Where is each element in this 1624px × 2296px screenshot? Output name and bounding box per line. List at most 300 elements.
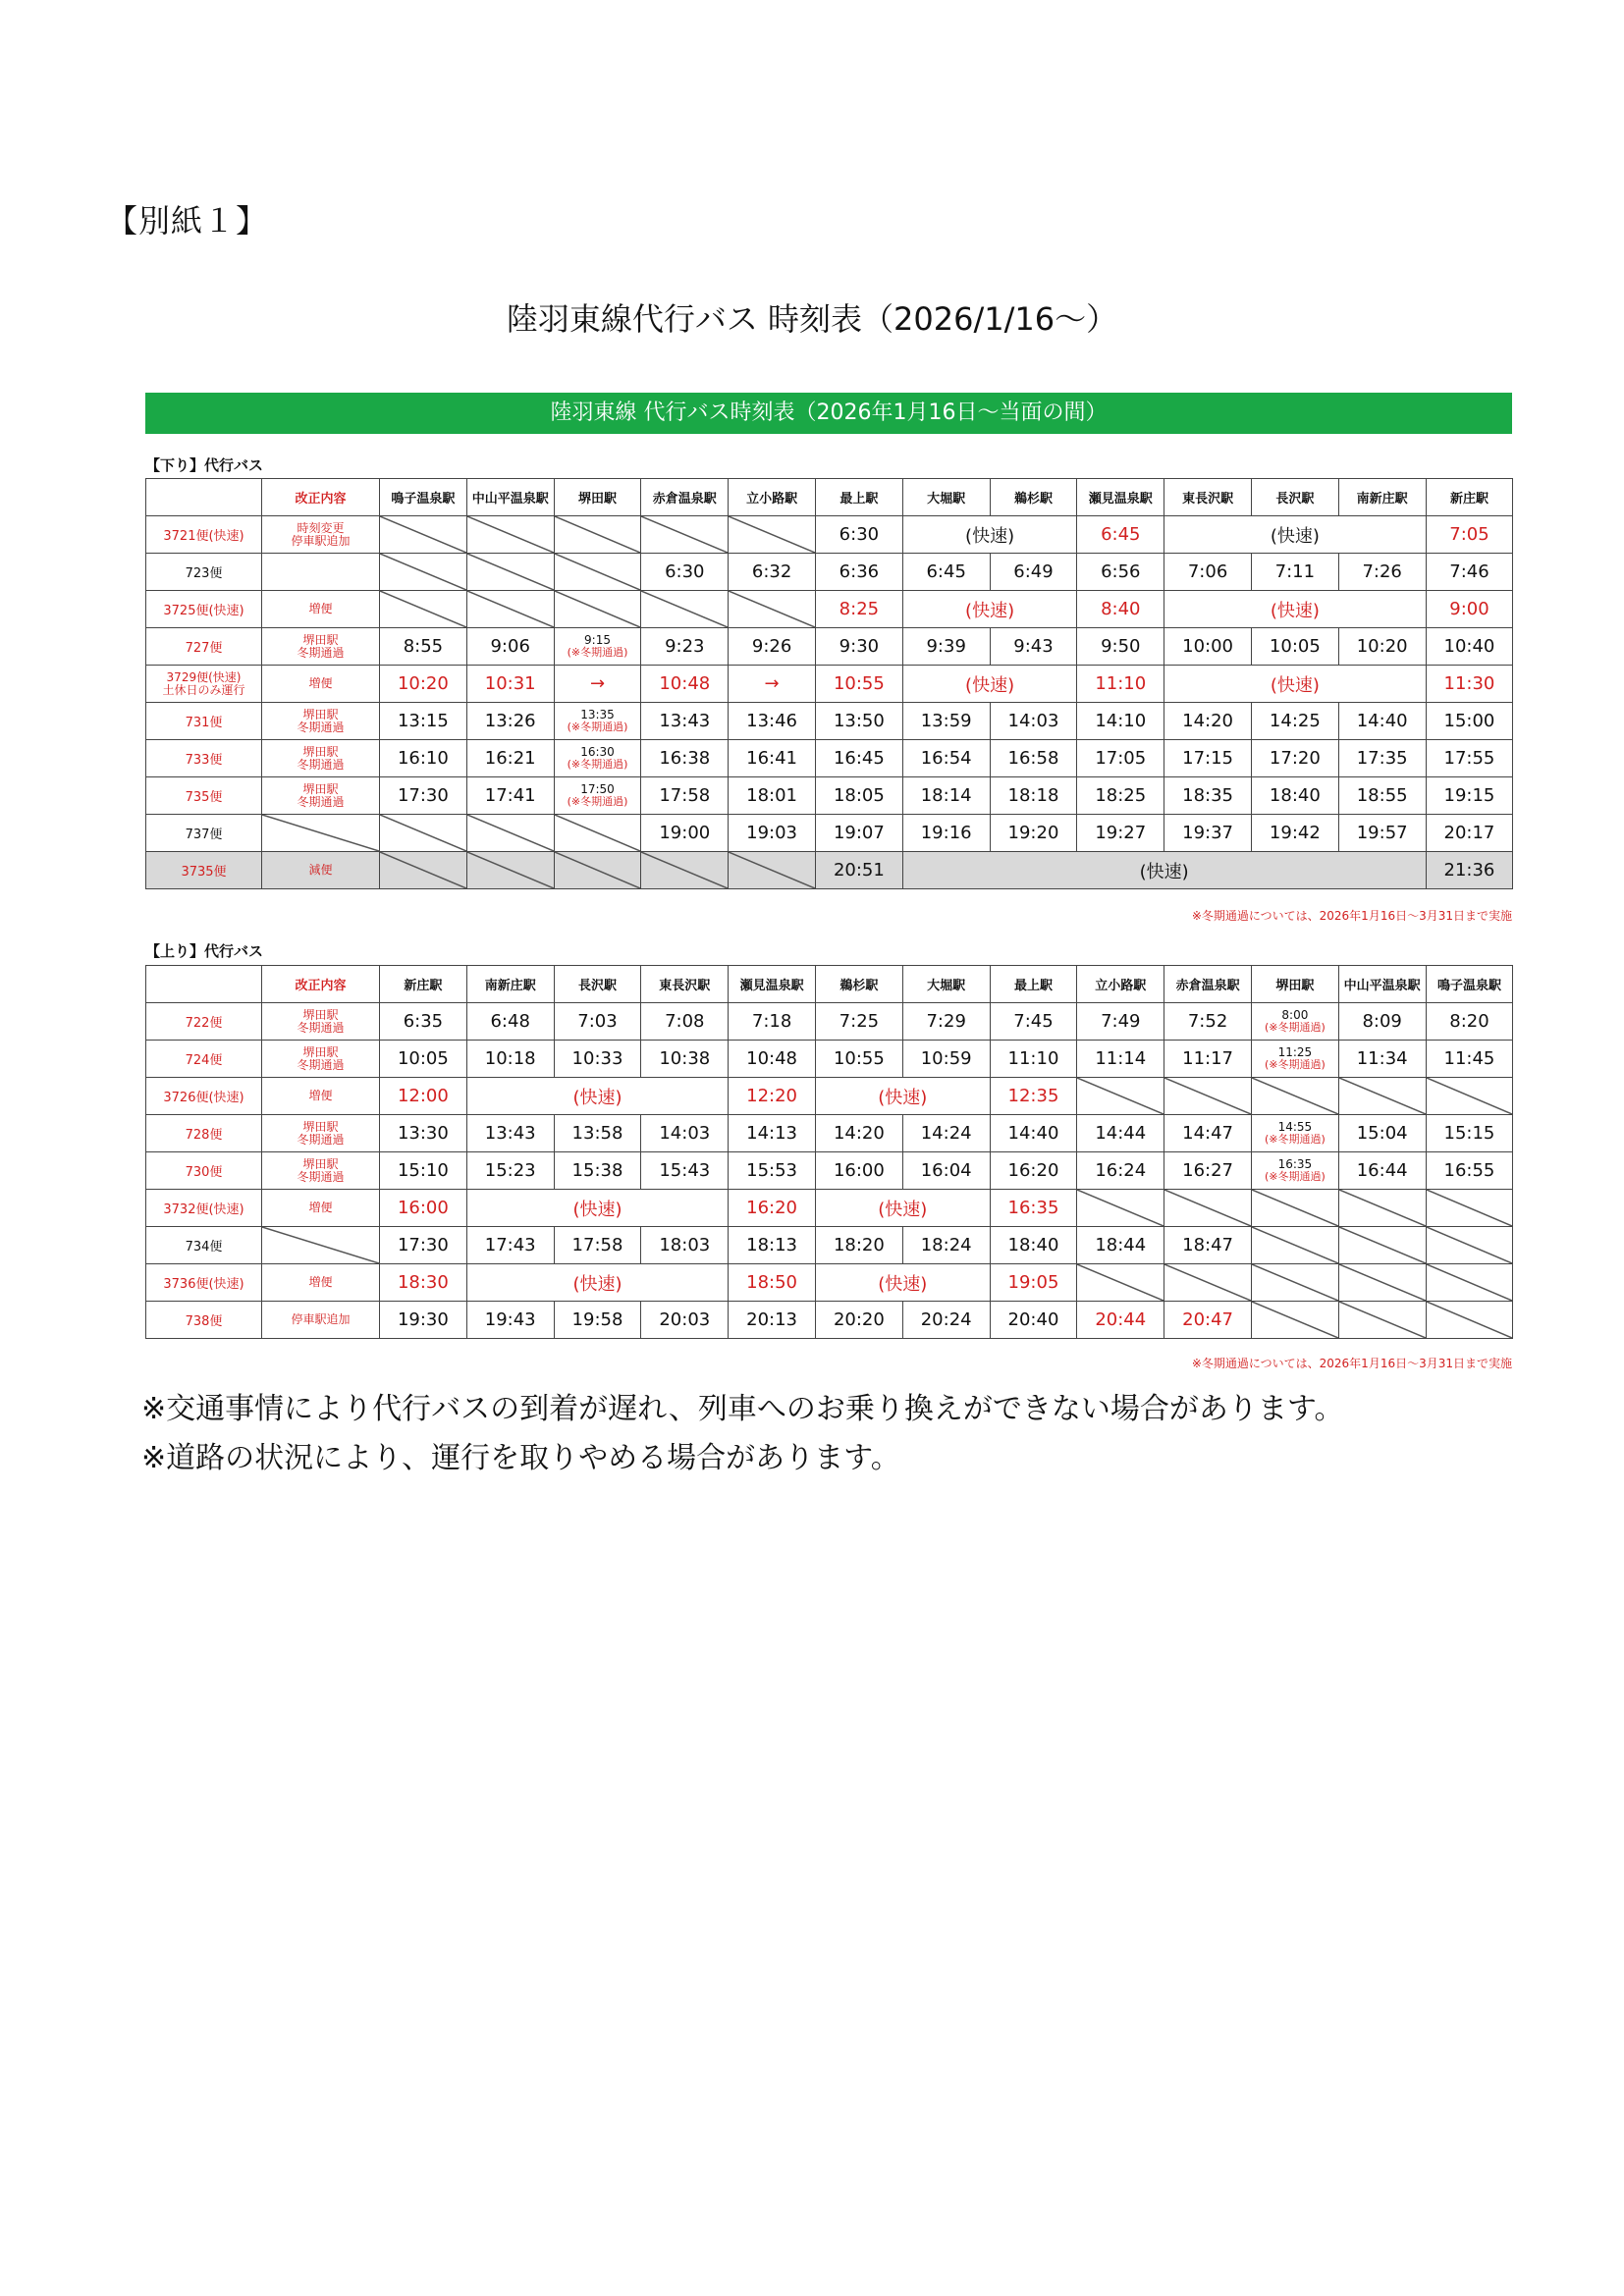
- time-cell: 19:37: [1164, 815, 1252, 852]
- bus-number: 735便: [146, 777, 262, 815]
- up-header-station: 瀬見温泉駅: [729, 966, 816, 1003]
- time-cell: 18:35: [1164, 777, 1252, 815]
- no-service-cell: [1077, 1078, 1164, 1115]
- no-service-cell: [1251, 1227, 1338, 1264]
- no-service-cell: [554, 815, 641, 852]
- time-cell: 6:56: [1077, 554, 1164, 591]
- express-span-cell: (快速): [1164, 591, 1426, 628]
- time-cell: 9:39: [902, 628, 990, 666]
- time-cell: 16:58: [990, 740, 1077, 777]
- no-service-cell: [1164, 1264, 1252, 1302]
- time-cell: 20:47: [1164, 1302, 1252, 1339]
- up-header-station: 中山平温泉駅: [1338, 966, 1426, 1003]
- time-cell: 10:40: [1426, 628, 1513, 666]
- time-cell: 10:18: [466, 1041, 554, 1078]
- time-cell: 8:20: [1426, 1003, 1513, 1041]
- down-header-station: 中山平温泉駅: [466, 479, 554, 516]
- bus-number: 3721便(快速): [146, 516, 262, 554]
- revision-note: 堺田駅 冬期通過: [262, 1115, 380, 1152]
- time-cell: 16:04: [902, 1152, 990, 1190]
- time-cell: 10:05: [380, 1041, 467, 1078]
- time-cell: →: [554, 666, 641, 703]
- down-winter-note: ※冬期通過については、2026年1月16日～3月31日まで実施: [1191, 909, 1512, 923]
- time-cell: 11:10: [990, 1041, 1077, 1078]
- time-cell: 18:50: [729, 1264, 816, 1302]
- time-cell: 20:17: [1426, 815, 1513, 852]
- up-table-row: [146, 1078, 1513, 1115]
- bus-number: 733便: [146, 740, 262, 777]
- bus-number: 731便: [146, 703, 262, 740]
- no-service-cell: [729, 852, 816, 889]
- revision-note: 堺田駅 冬期通過: [262, 1041, 380, 1078]
- winter-pass-note: (※冬期通過): [567, 646, 628, 659]
- bus-number: 3725便(快速): [146, 591, 262, 628]
- time-cell: 14:44: [1077, 1115, 1164, 1152]
- bus-number: 3726便(快速): [146, 1078, 262, 1115]
- time-cell: 19:00: [641, 815, 729, 852]
- time-cell: 16:24: [1077, 1152, 1164, 1190]
- time-cell: 7:26: [1338, 554, 1426, 591]
- time-cell: 16:35: [990, 1190, 1077, 1227]
- express-span-cell: (快速): [466, 1264, 728, 1302]
- time-cell: 11:34: [1338, 1041, 1426, 1078]
- no-service-cell: [1251, 1264, 1338, 1302]
- time-cell: 18:03: [641, 1227, 729, 1264]
- time-cell: 9:26: [729, 628, 816, 666]
- up-header-station: 堺田駅: [1251, 966, 1338, 1003]
- revision-note: 増便: [262, 1264, 380, 1302]
- time-cell: 16:21: [466, 740, 554, 777]
- express-span-cell: (快速): [815, 1078, 990, 1115]
- time-cell: 10:38: [641, 1041, 729, 1078]
- down-table-row: [146, 852, 1513, 889]
- time-cell: 7:52: [1164, 1003, 1252, 1041]
- time-cell: 13:50: [815, 703, 902, 740]
- no-service-cell: [641, 516, 729, 554]
- time-cell: 19:43: [466, 1302, 554, 1339]
- express-span-cell: (快速): [815, 1264, 990, 1302]
- time-cell: 19:03: [729, 815, 816, 852]
- time-cell: 12:35: [990, 1078, 1077, 1115]
- time-cell: 13:59: [902, 703, 990, 740]
- time-cell: 11:14: [1077, 1041, 1164, 1078]
- down-section-label: 【下り】代行バス: [145, 456, 264, 474]
- up-header-station: 立小路駅: [1077, 966, 1164, 1003]
- down-header-row: [146, 479, 1513, 516]
- time-cell: 12:00: [380, 1078, 467, 1115]
- down-table-row: [146, 628, 1513, 666]
- no-service-cell: [1338, 1227, 1426, 1264]
- time-cell: 13:46: [729, 703, 816, 740]
- time-cell: 15:38: [554, 1152, 641, 1190]
- revision-note: 停車駅追加: [262, 1302, 380, 1339]
- down-table-row: [146, 554, 1513, 591]
- down-header-station: 大堀駅: [902, 479, 990, 516]
- bus-number: 3732便(快速): [146, 1190, 262, 1227]
- time-cell: 8:00 (※冬期通過): [1251, 1003, 1338, 1041]
- express-span-cell: (快速): [902, 591, 1077, 628]
- time-cell: 13:43: [641, 703, 729, 740]
- down-header-revision: 改正内容: [262, 479, 380, 516]
- no-service-cell: [380, 516, 467, 554]
- time-cell: 18:40: [990, 1227, 1077, 1264]
- time-cell: 11:45: [1426, 1041, 1513, 1078]
- time-cell: 14:55 (※冬期通過): [1251, 1115, 1338, 1152]
- up-table-row: [146, 1227, 1513, 1264]
- time-cell: 10:59: [902, 1041, 990, 1078]
- time-cell: 10:31: [466, 666, 554, 703]
- revision-note: 堺田駅 冬期通過: [262, 1003, 380, 1041]
- time-cell: 14:20: [815, 1115, 902, 1152]
- time-cell: 18:44: [1077, 1227, 1164, 1264]
- time-cell: 14:03: [990, 703, 1077, 740]
- bus-number: 728便: [146, 1115, 262, 1152]
- no-service-cell: [1338, 1078, 1426, 1115]
- up-header-station: 鵜杉駅: [815, 966, 902, 1003]
- down-table-row: [146, 591, 1513, 628]
- no-service-cell: [1251, 1190, 1338, 1227]
- no-service-cell: [380, 852, 467, 889]
- bus-number: 724便: [146, 1041, 262, 1078]
- up-header-station: 新庄駅: [380, 966, 467, 1003]
- winter-pass-note: (※冬期通過): [1264, 1170, 1326, 1183]
- time-cell: 15:53: [729, 1152, 816, 1190]
- up-timetable: [145, 965, 1513, 1339]
- time-cell: 17:20: [1251, 740, 1338, 777]
- bus-number: 727便: [146, 628, 262, 666]
- time-cell: 20:20: [815, 1302, 902, 1339]
- time-cell: 19:05: [990, 1264, 1077, 1302]
- time-cell: 7:05: [1426, 516, 1513, 554]
- time-cell: 10:33: [554, 1041, 641, 1078]
- bus-number: 730便: [146, 1152, 262, 1190]
- time-cell: 16:41: [729, 740, 816, 777]
- time-cell: 13:43: [466, 1115, 554, 1152]
- time-cell: 13:58: [554, 1115, 641, 1152]
- time-cell: 11:17: [1164, 1041, 1252, 1078]
- time-cell: 21:36: [1426, 852, 1513, 889]
- no-service-cell: [380, 591, 467, 628]
- time-cell: 17:43: [466, 1227, 554, 1264]
- up-table-row: [146, 1152, 1513, 1190]
- down-table-row: [146, 777, 1513, 815]
- time-cell: 7:18: [729, 1003, 816, 1041]
- down-table-row: [146, 516, 1513, 554]
- time-cell: 16:10: [380, 740, 467, 777]
- down-header-station: 堺田駅: [554, 479, 641, 516]
- time-cell: 7:11: [1251, 554, 1338, 591]
- time-cell: 19:30: [380, 1302, 467, 1339]
- revision-note: 堺田駅 冬期通過: [262, 1152, 380, 1190]
- time-cell: 11:30: [1426, 666, 1513, 703]
- no-service-cell: [466, 852, 554, 889]
- time-cell: 20:40: [990, 1302, 1077, 1339]
- no-service-cell: [1338, 1302, 1426, 1339]
- up-header-station: 鳴子温泉駅: [1426, 966, 1513, 1003]
- time-cell: 10:55: [815, 666, 902, 703]
- time-cell: 14:13: [729, 1115, 816, 1152]
- time-cell: 14:03: [641, 1115, 729, 1152]
- express-span-cell: (快速): [466, 1078, 728, 1115]
- down-table-row: [146, 740, 1513, 777]
- time-cell: 17:05: [1077, 740, 1164, 777]
- revision-note: [262, 1227, 380, 1264]
- time-cell: 20:03: [641, 1302, 729, 1339]
- down-table-row: [146, 703, 1513, 740]
- footnote-road: ※道路の状況により、運行を取りやめる場合があります。: [141, 1441, 900, 1475]
- time-cell: 13:30: [380, 1115, 467, 1152]
- time-cell: 9:00: [1426, 591, 1513, 628]
- up-header-station: 東長沢駅: [641, 966, 729, 1003]
- time-cell: 16:55: [1426, 1152, 1513, 1190]
- time-cell: 20:51: [815, 852, 902, 889]
- time-cell: →: [729, 666, 816, 703]
- time-cell: 11:25 (※冬期通過): [1251, 1041, 1338, 1078]
- time-cell: 17:30: [380, 1227, 467, 1264]
- revision-note: 増便: [262, 666, 380, 703]
- up-table-row: [146, 1190, 1513, 1227]
- time-cell: 8:55: [380, 628, 467, 666]
- time-cell: 6:35: [380, 1003, 467, 1041]
- time-cell: 6:36: [815, 554, 902, 591]
- no-service-cell: [1077, 1190, 1164, 1227]
- no-service-cell: [1426, 1302, 1513, 1339]
- time-cell: 6:49: [990, 554, 1077, 591]
- winter-pass-note: (※冬期通過): [1264, 1021, 1326, 1034]
- time-cell: 9:06: [466, 628, 554, 666]
- time-cell: 15:43: [641, 1152, 729, 1190]
- time-cell: 18:01: [729, 777, 816, 815]
- up-header-station: 最上駅: [990, 966, 1077, 1003]
- revision-note: 時刻変更 停車駅追加: [262, 516, 380, 554]
- time-cell: 14:20: [1164, 703, 1252, 740]
- time-cell: 18:13: [729, 1227, 816, 1264]
- time-cell: 12:20: [729, 1078, 816, 1115]
- time-cell: 6:32: [729, 554, 816, 591]
- time-cell: 8:40: [1077, 591, 1164, 628]
- no-service-cell: [1426, 1078, 1513, 1115]
- time-cell: 10:00: [1164, 628, 1252, 666]
- time-cell: 17:35: [1338, 740, 1426, 777]
- down-header-station: 最上駅: [815, 479, 902, 516]
- down-header-station: 東長沢駅: [1164, 479, 1252, 516]
- up-table-row: [146, 1115, 1513, 1152]
- time-cell: 7:25: [815, 1003, 902, 1041]
- time-cell: 8:25: [815, 591, 902, 628]
- time-cell: 8:09: [1338, 1003, 1426, 1041]
- time-cell: 19:16: [902, 815, 990, 852]
- time-cell: 15:10: [380, 1152, 467, 1190]
- time-cell: 18:14: [902, 777, 990, 815]
- time-cell: 18:30: [380, 1264, 467, 1302]
- down-header-station: 新庄駅: [1426, 479, 1513, 516]
- revision-note: 堺田駅 冬期通過: [262, 740, 380, 777]
- time-cell: 16:00: [815, 1152, 902, 1190]
- no-service-cell: [641, 852, 729, 889]
- time-cell: 7:46: [1426, 554, 1513, 591]
- time-cell: 17:58: [554, 1227, 641, 1264]
- bus-number: 734便: [146, 1227, 262, 1264]
- revision-note: 増便: [262, 1078, 380, 1115]
- time-cell: 19:27: [1077, 815, 1164, 852]
- up-section-label: 【上り】代行バス: [145, 942, 264, 960]
- time-cell: 14:24: [902, 1115, 990, 1152]
- revision-note: 堺田駅 冬期通過: [262, 777, 380, 815]
- revision-note: 堺田駅 冬期通過: [262, 703, 380, 740]
- up-header-row: [146, 966, 1513, 1003]
- time-cell: 16:20: [990, 1152, 1077, 1190]
- time-cell: 16:35 (※冬期通過): [1251, 1152, 1338, 1190]
- down-header-station: 南新庄駅: [1338, 479, 1426, 516]
- down-header-station: 長沢駅: [1251, 479, 1338, 516]
- bus-number: 3729便(快速) 土休日のみ運行: [146, 666, 262, 703]
- express-span-cell: (快速): [815, 1190, 990, 1227]
- time-cell: 6:48: [466, 1003, 554, 1041]
- winter-pass-note: (※冬期通過): [1264, 1133, 1326, 1146]
- time-cell: 13:15: [380, 703, 467, 740]
- time-cell: 6:45: [902, 554, 990, 591]
- time-cell: 14:10: [1077, 703, 1164, 740]
- time-cell: 19:15: [1426, 777, 1513, 815]
- time-cell: 6:30: [815, 516, 902, 554]
- time-cell: 7:49: [1077, 1003, 1164, 1041]
- time-cell: 20:44: [1077, 1302, 1164, 1339]
- time-cell: 16:00: [380, 1190, 467, 1227]
- time-cell: 20:13: [729, 1302, 816, 1339]
- up-table-row: [146, 1003, 1513, 1041]
- up-header-station: 南新庄駅: [466, 966, 554, 1003]
- time-cell: 19:58: [554, 1302, 641, 1339]
- time-cell: 19:07: [815, 815, 902, 852]
- time-cell: 10:20: [1338, 628, 1426, 666]
- time-cell: 18:05: [815, 777, 902, 815]
- no-service-cell: [729, 516, 816, 554]
- time-cell: 14:40: [990, 1115, 1077, 1152]
- time-cell: 20:24: [902, 1302, 990, 1339]
- time-cell: 18:40: [1251, 777, 1338, 815]
- no-service-cell: [380, 554, 467, 591]
- time-cell: 10:05: [1251, 628, 1338, 666]
- up-header-station: 赤倉温泉駅: [1164, 966, 1252, 1003]
- time-cell: 16:27: [1164, 1152, 1252, 1190]
- time-cell: 18:20: [815, 1227, 902, 1264]
- no-service-cell: [554, 852, 641, 889]
- revision-note: 増便: [262, 1190, 380, 1227]
- no-service-cell: [1251, 1078, 1338, 1115]
- winter-pass-note: (※冬期通過): [567, 758, 628, 771]
- revision-note: [262, 815, 380, 852]
- bus-number: 3735便: [146, 852, 262, 889]
- up-header-station: 大堀駅: [902, 966, 990, 1003]
- no-service-cell: [1426, 1264, 1513, 1302]
- time-cell: 18:47: [1164, 1227, 1252, 1264]
- up-winter-note: ※冬期通過については、2026年1月16日～3月31日まで実施: [1191, 1357, 1512, 1370]
- time-cell: 18:55: [1338, 777, 1426, 815]
- no-service-cell: [554, 516, 641, 554]
- footnote-traffic: ※交通事情により代行バスの到着が遅れ、列車へのお乗り換えができない場合があります。: [141, 1392, 1344, 1426]
- time-cell: 7:08: [641, 1003, 729, 1041]
- down-table-row: [146, 666, 1513, 703]
- no-service-cell: [466, 516, 554, 554]
- time-cell: 7:29: [902, 1003, 990, 1041]
- time-cell: 16:45: [815, 740, 902, 777]
- time-cell: 15:00: [1426, 703, 1513, 740]
- time-cell: 16:30 (※冬期通過): [554, 740, 641, 777]
- no-service-cell: [1426, 1190, 1513, 1227]
- time-cell: 18:25: [1077, 777, 1164, 815]
- down-timetable: [145, 478, 1513, 889]
- up-table-row: [146, 1041, 1513, 1078]
- no-service-cell: [1077, 1264, 1164, 1302]
- time-cell: 7:03: [554, 1003, 641, 1041]
- time-cell: 9:23: [641, 628, 729, 666]
- time-cell: 13:35 (※冬期通過): [554, 703, 641, 740]
- revision-note: 減便: [262, 852, 380, 889]
- time-cell: 17:15: [1164, 740, 1252, 777]
- revision-note: [262, 554, 380, 591]
- up-header-station: 長沢駅: [554, 966, 641, 1003]
- time-cell: 10:48: [641, 666, 729, 703]
- down-header-station: 鵜杉駅: [990, 479, 1077, 516]
- winter-pass-note: (※冬期通過): [567, 721, 628, 733]
- down-table-row: [146, 815, 1513, 852]
- bus-number: 3736便(快速): [146, 1264, 262, 1302]
- express-span-cell: (快速): [902, 852, 1426, 889]
- time-cell: 16:44: [1338, 1152, 1426, 1190]
- no-service-cell: [466, 815, 554, 852]
- up-table-row: [146, 1302, 1513, 1339]
- no-service-cell: [1164, 1190, 1252, 1227]
- time-cell: 16:54: [902, 740, 990, 777]
- time-cell: 14:47: [1164, 1115, 1252, 1152]
- bus-number: 723便: [146, 554, 262, 591]
- no-service-cell: [1338, 1190, 1426, 1227]
- down-header-station: 鳴子温泉駅: [380, 479, 467, 516]
- time-cell: 10:20: [380, 666, 467, 703]
- time-cell: 9:15 (※冬期通過): [554, 628, 641, 666]
- time-cell: 9:30: [815, 628, 902, 666]
- express-span-cell: (快速): [902, 666, 1077, 703]
- time-cell: 11:10: [1077, 666, 1164, 703]
- express-span-cell: (快速): [1164, 666, 1426, 703]
- time-cell: 14:25: [1251, 703, 1338, 740]
- time-cell: 13:26: [466, 703, 554, 740]
- no-service-cell: [1164, 1078, 1252, 1115]
- express-span-cell: (快速): [902, 516, 1077, 554]
- time-cell: 15:23: [466, 1152, 554, 1190]
- time-cell: 7:45: [990, 1003, 1077, 1041]
- time-cell: 16:20: [729, 1190, 816, 1227]
- time-cell: 15:15: [1426, 1115, 1513, 1152]
- winter-pass-note: (※冬期通過): [567, 795, 628, 808]
- no-service-cell: [554, 591, 641, 628]
- time-cell: 15:04: [1338, 1115, 1426, 1152]
- no-service-cell: [1426, 1227, 1513, 1264]
- down-header-corner: [146, 479, 262, 516]
- time-cell: 9:50: [1077, 628, 1164, 666]
- timetable-banner: 陸羽東線 代行バス時刻表（2026年1月16日～当面の間）: [145, 393, 1512, 434]
- time-cell: 17:41: [466, 777, 554, 815]
- time-cell: 17:55: [1426, 740, 1513, 777]
- time-cell: 18:24: [902, 1227, 990, 1264]
- time-cell: 19:42: [1251, 815, 1338, 852]
- bus-number: 722便: [146, 1003, 262, 1041]
- time-cell: 10:55: [815, 1041, 902, 1078]
- no-service-cell: [1338, 1264, 1426, 1302]
- bus-number: 738便: [146, 1302, 262, 1339]
- no-service-cell: [641, 591, 729, 628]
- attachment-label: 【別紙１】: [106, 202, 269, 240]
